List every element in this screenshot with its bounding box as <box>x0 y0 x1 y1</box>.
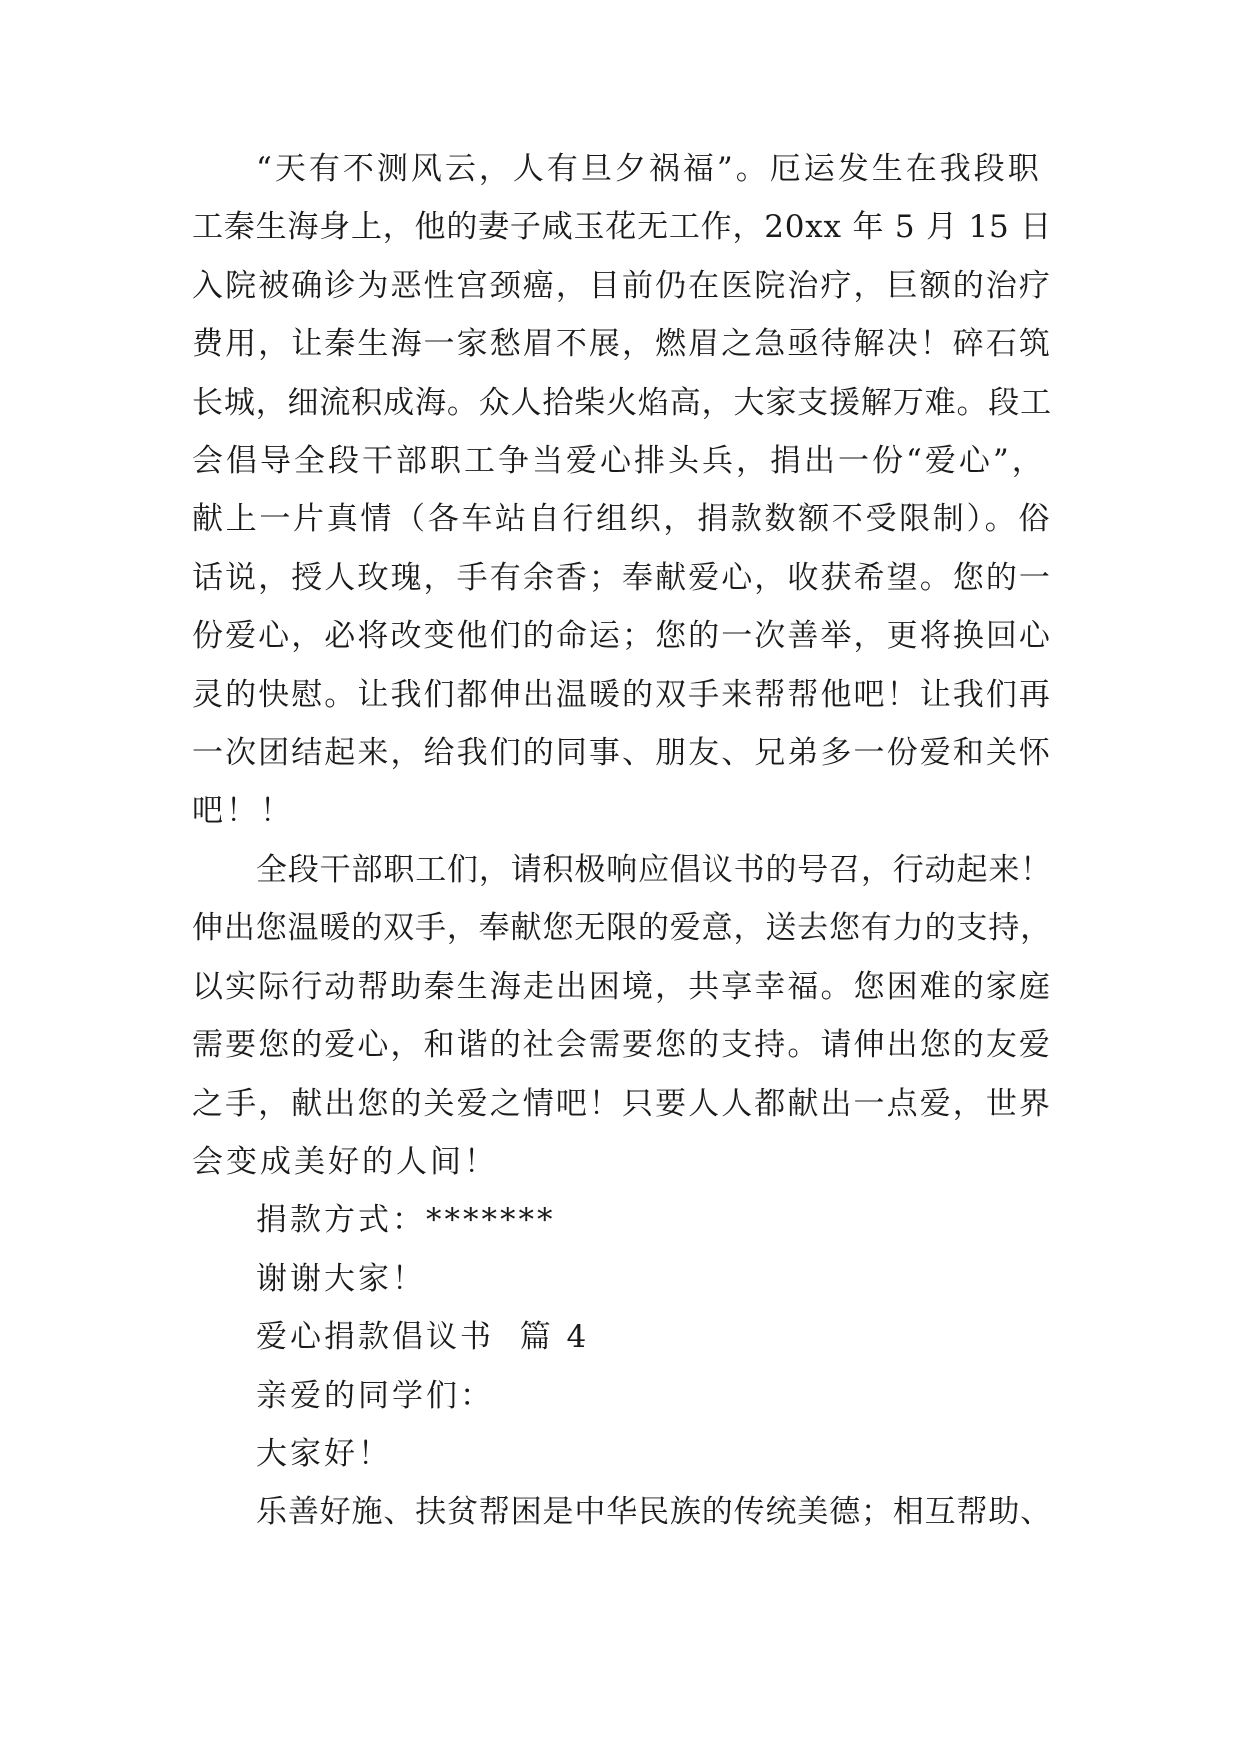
section-title: 爱心捐款倡议书 篇 4 <box>256 1319 590 1356</box>
text-line: 献上一片真情（各车站自行组织，捐款数额不受限制）。俗 <box>192 501 1052 538</box>
text-line: 会变成美好的人间！ <box>192 1143 498 1180</box>
text-line: 费用，让秦生海一家愁眉不展，燃眉之急亟待解决！碎石筑 <box>192 326 1052 363</box>
text-line: 吧！！ <box>192 793 294 830</box>
salutation: 亲爱的同学们： <box>256 1377 494 1414</box>
text-line: 伸出您温暖的双手，奉献您无限的爱意，送去您有力的支持， <box>192 910 1052 947</box>
text-line: 全段干部职工们，请积极响应倡议书的号召，行动起来！ <box>256 851 1052 888</box>
text-line: 长城，细流积成海。众人拾柴火焰高，大家支援解万难。段工 <box>192 384 1052 421</box>
text-line: 以实际行动帮助秦生海走出困境，共享幸福。您困难的家庭 <box>192 968 1052 1005</box>
text-line: 之手，献出您的关爱之情吧！只要人人都献出一点爱，世界 <box>192 1085 1052 1122</box>
appeal-paragraph-1 <box>192 140 1052 1542</box>
last-paragraph-start: 乐善好施、扶贫帮困是中华民族的传统美德；相互帮助、 <box>256 1494 1052 1531</box>
text-line: 灵的快慰。让我们都伸出温暖的双手来帮帮他吧！让我们再 <box>192 676 1052 713</box>
text-line: 一次团结起来，给我们的同事、朋友、兄弟多一份爱和关怀 <box>192 735 1052 772</box>
text-line: 入院被确诊为恶性宫颈癌，目前仍在医院治疗，巨额的治疗 <box>192 267 1052 304</box>
text-line: 份爱心，必将改变他们的命运；您的一次善举，更将换回心 <box>192 618 1052 655</box>
text-line: 需要您的爱心，和谐的社会需要您的支持。请伸出您的友爱 <box>192 1027 1052 1064</box>
thanks-line: 谢谢大家！ <box>256 1260 426 1297</box>
text-line: “天有不测风云，人有旦夕祸福”。厄运发生在我段职 <box>256 151 1042 187</box>
text-line: 话说，授人玫瑰，手有余香；奉献爱心，收获希望。您的一 <box>192 559 1052 596</box>
text-line: 工秦生海身上，他的妻子咸玉花无工作，20xx 年 5 月 15 日 <box>192 209 1052 246</box>
donation-method: 捐款方式：******* <box>256 1202 556 1239</box>
greeting: 大家好！ <box>256 1435 392 1472</box>
text-line: 会倡导全段干部职工争当爱心排头兵，捐出一份“爱心”， <box>192 443 1046 480</box>
